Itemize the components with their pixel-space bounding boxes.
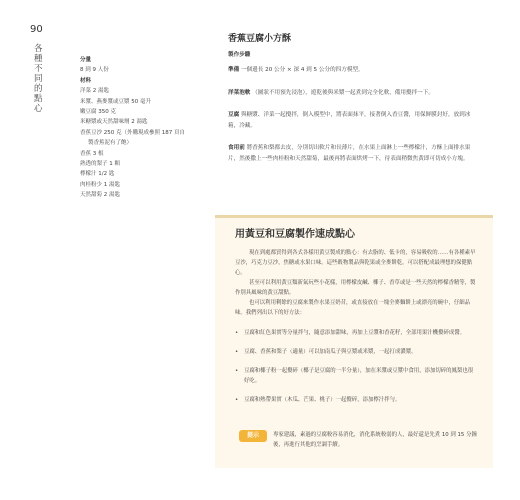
step-label: 準備 — [228, 67, 240, 73]
chapter-side-title: 各種不同的點心 — [34, 44, 43, 114]
bullet-item — [235, 395, 477, 405]
bullet-dot: • — [235, 368, 239, 374]
bullet-text: 豆腐和紅色果實等分量拌勻，隨意添加甜味，再加上豆漿和香花籽，全部用果汁機攪碎成醬。 — [244, 330, 466, 336]
step-paragraph — [228, 65, 478, 76]
bullet-text: 豆腐和熱帶果實（木瓜、芒果、桃子）一起攪碎，添加檸汁拌勻。 — [244, 397, 401, 403]
ingredient-item: 香蕉 3 根 — [80, 150, 104, 157]
box-intro — [235, 248, 477, 318]
materials-header: 材料 — [80, 77, 92, 84]
ingredient-item: 肉桂粉少 1 湯匙 — [80, 181, 120, 188]
bullet-item — [235, 366, 477, 386]
ingredient-item: 洋菜 2 湯匙 — [80, 88, 109, 95]
step-label: 洋菜泡軟 — [228, 89, 251, 96]
intro-paragraph: 也可以利用剩餘的豆腐來製作水果豆奶昔，或直接放在一塊全麥麵餅上或漂亮的碗中，仔細品味。我們列出以下的好方法： — [235, 300, 471, 316]
bullet-list — [235, 328, 477, 414]
box-title: 用黃豆和豆腐製作速成點心 — [235, 229, 355, 240]
ingredient-item: 米漿、燕麥漿或豆漿 50 毫升 — [80, 98, 151, 105]
step-text: 將香蕉和梨都去皮，分別切出軟片和長薄片，在水果上面淋上一些檸檬汁，方酥上面排水果片，然後撒上一些肉桂粉和天然甜菊，最後再將表面烘烤一下，待表面稍微焦黃即可切成小方塊。 — [228, 145, 471, 162]
ingredient-item: 香蕉豆沙 250 克（外購現成參照 187 頁自 — [80, 129, 185, 136]
page-number: 90 — [30, 24, 43, 35]
intro-paragraph: 甚至可以利用黃豆類新氣玩些小花樣，用檸檬皮鹹、椰子、香草或是一些天然的檸檬香精等，製作別具風味的黃豆甜點。 — [235, 280, 476, 296]
portions-value: 8 到 9 人份 — [80, 67, 109, 74]
step-text: （圖狀不用預先浸泡），遊乾後與米漿一起煮到完全化軟，備用攪拌一下。 — [252, 89, 434, 96]
bullet-item — [235, 328, 477, 338]
bullet-dot: • — [235, 397, 239, 403]
ingredients-column — [80, 55, 215, 201]
recipe-steps — [228, 50, 478, 176]
intro-paragraph: 現在到處都買得到各式各樣用黃豆製成的點心：有去脂的、低卡的，容易吸收的……有各種素早豆沙，巧克力豆沙，焦糖或水果口味。這些穀物製品與乾果或全麥餅乾，可以搭配成最理想的保健點心。 — [235, 250, 476, 276]
bullet-item — [235, 347, 477, 357]
step-paragraph — [228, 88, 478, 99]
bullet-text: 豆腐和椰子粉一起攪碎（椰子是豆腐的一半分量），加在米漿或豆漿中食用，添加切碎的鳳梨也很好吃。 — [244, 368, 474, 384]
bullet-dot: • — [235, 349, 239, 355]
ingredient-item: 米糖漿或天然甜味劑 2 湯匙 — [80, 119, 148, 126]
steps-header: 製作步驟 — [228, 52, 251, 58]
tip-text: 專家建議，素過的豆腐較容易消化，消化系統較弱的人，最好還是先煮 10 到 15 分鐘後，再進行其他的烹調手續。 — [273, 432, 477, 448]
recipe-title: 香蕉豆腐小方酥 — [228, 34, 292, 44]
ingredient-item: 製香蕉泥有了飽） — [88, 140, 133, 147]
bullet-dot: • — [235, 330, 239, 336]
sidebar-box — [215, 215, 493, 468]
ingredient-item: 熟透的梨子 1 顆 — [80, 161, 120, 168]
ingredient-item: 嫩豆腐 350 克 — [80, 109, 116, 116]
portions-header: 分量 — [80, 57, 92, 63]
step-label: 豆腐 — [228, 112, 240, 118]
step-text: 一個邊長 20 公分 × 深 4 到 5 公分的四方模型。 — [240, 67, 364, 73]
step-paragraph — [228, 143, 478, 164]
tip-badge: 提示 — [239, 430, 267, 442]
bullet-text: 豆腐、香蕉和梨子（適量）可以加南瓜子與豆漿或米漿，一起打成濃漿。 — [244, 349, 417, 355]
step-text: 與糖漿、洋菜一起攪拌，倒入模型中，將表面抹平，接著倒入香豆醬，用保鮮膜封好，放到冰箱，冷藏。 — [228, 112, 471, 129]
step-label: 食用前 — [228, 145, 245, 151]
ingredient-item: 檸檬汁 1/2 匙 — [80, 171, 115, 178]
step-paragraph — [228, 110, 478, 131]
ingredient-item: 天然甜菊 2 湯匙 — [80, 192, 120, 199]
